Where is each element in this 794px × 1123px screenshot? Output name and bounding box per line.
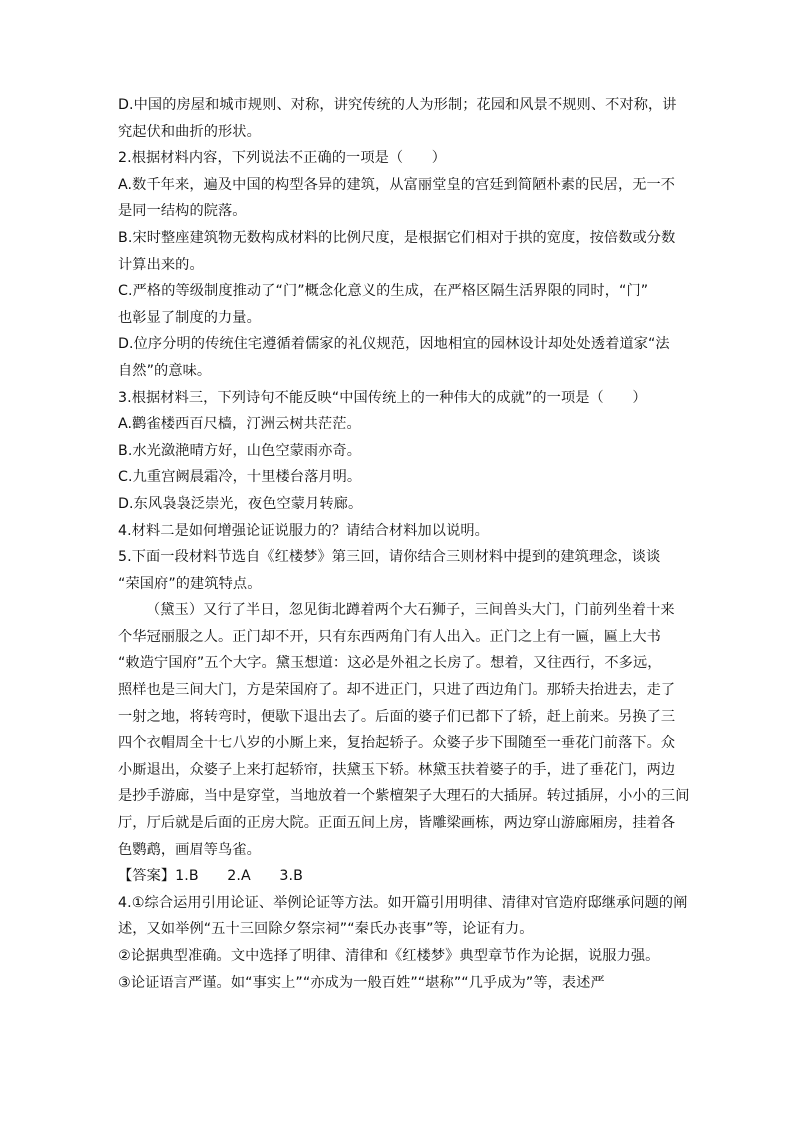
q2-option-d-line-2: 自然”的意味。 (118, 362, 212, 379)
q2-option-c-line-1: C.严格的等级制度推动了“门”概念化意义的生成，在严格区隔生活界限的同时，“门” (118, 283, 649, 300)
answer-line: 【答案】1.B 2.A 3.B (118, 868, 303, 885)
answer-4-line-4: ③论证语言严谨。如“事实上”“亦成为一般百姓”“堪称”“几乎成为”等，表述严 (118, 974, 605, 991)
option-d-line-2: 究起伏和曲折的形状。 (118, 123, 261, 140)
answer-4-line-2: 述，又如举例“五十三回除夕祭宗祠”“秦氏办丧事”等，论证有力。 (118, 921, 534, 938)
question-5-line-2: “荣国府”的建筑特点。 (118, 575, 262, 592)
q3-option-a: A.鹳雀楼西百尺樯，汀洲云树共茫茫。 (118, 416, 361, 433)
excerpt-line-1: （黛玉）又行了半日，忽见街北蹲着两个大石狮子，三间兽头大门，门前列坐着十来 (146, 602, 675, 619)
q2-option-a-line-2: 是同一结构的院落。 (118, 203, 247, 220)
q2-option-b-line-2: 计算出来的。 (118, 256, 204, 273)
excerpt-line-8: 是抄手游廊，当中是穿堂，当地放着一个紫檀架子大理石的大插屏。转过插屏，小小的三间 (118, 788, 690, 805)
excerpt-line-9: 厅，厅后就是后面的正房大院。正面五间上房，皆雕梁画栋，两边穿山游廊厢房，挂着各 (118, 815, 676, 832)
excerpt-line-5: 一射之地，将转弯时，便歇下退出去了。后面的婆子们已都下了轿，赶上前来。另换了三 (118, 708, 676, 725)
option-d-line-1: D.中国的房屋和城市规则、对称，讲究传统的人为形制；花园和风景不规则、不对称，讲 (118, 97, 677, 113)
question-3: 3.根据材料三，下列诗句不能反映“中国传统上的一种伟大的成就”的一项是（ ） (118, 389, 647, 406)
answer-4-line-3: ②论据典型准确。文中选择了明律、清律和《红楼梦》典型章节作为论据，说服力强。 (118, 948, 660, 964)
question-2: 2.根据材料内容，下列说法不正确的一项是（ ） (118, 150, 447, 167)
excerpt-line-10: 色鹦鹉，画眉等鸟雀。 (118, 841, 261, 858)
answer-4-line-1: 4.①综合运用引用论证、举例论证等方法。如开篇引用明律、清律对官造府邸继承问题的阐 (118, 894, 688, 911)
q2-option-c-line-2: 也彰显了制度的力量。 (118, 309, 261, 326)
excerpt-line-2: 个华冠丽服之人。正门却不开，只有东西两角门有人出入。正门之上有一匾，匾上大书 (118, 628, 661, 645)
excerpt-line-6: 四个衣帽周全十七八岁的小厮上来，复抬起轿子。众婆子步下围随至一垂花门前落下。众 (118, 735, 676, 752)
document-page (118, 92, 690, 996)
q2-option-b-line-1: B.宋时整座建筑物无数构成材料的比例尺度，是根据它们相对于拱的宽度，按倍数或分数 (118, 229, 676, 246)
q2-option-d-line-1: D.位序分明的传统住宅遵循着儒家的礼仪规范，因地相宜的园林设计却处处透着道家“法 (118, 336, 670, 353)
excerpt-line-7: 小厮退出，众婆子上来打起轿帘，扶黛玉下轿。林黛玉扶着婆子的手，进了垂花门，两边 (118, 761, 676, 778)
question-4: 4.材料二是如何增强论证说服力的？请结合材料加以说明。 (118, 522, 489, 539)
excerpt-line-4: 照样也是三间大门，方是荣国府了。却不进正门，只进了西边角门。那轿夫抬进去，走了 (118, 682, 676, 699)
q3-option-b: B.水光潋滟晴方好，山色空蒙雨亦奇。 (118, 442, 362, 459)
q3-option-d: D.东风袅袅泛崇光，夜色空蒙月转廊。 (118, 495, 363, 512)
question-5-line-1: 5.下面一段材料节选自《红楼梦》第三回，请你结合三则材料中提到的建筑理念，谈谈 (118, 549, 661, 566)
q2-option-a-line-1: A.数千年来，遍及中国的构型各异的建筑，从富丽堂皇的宫廷到简陋朴素的民居，无一不 (118, 176, 676, 193)
q3-option-c: C.九重宫阙晨霜冷，十里楼台落月明。 (118, 469, 362, 486)
excerpt-line-3: “敕造宁国府”五个大字。黛玉想道：这必是外祖之长房了。想着，又往西行，不多远， (118, 655, 662, 672)
